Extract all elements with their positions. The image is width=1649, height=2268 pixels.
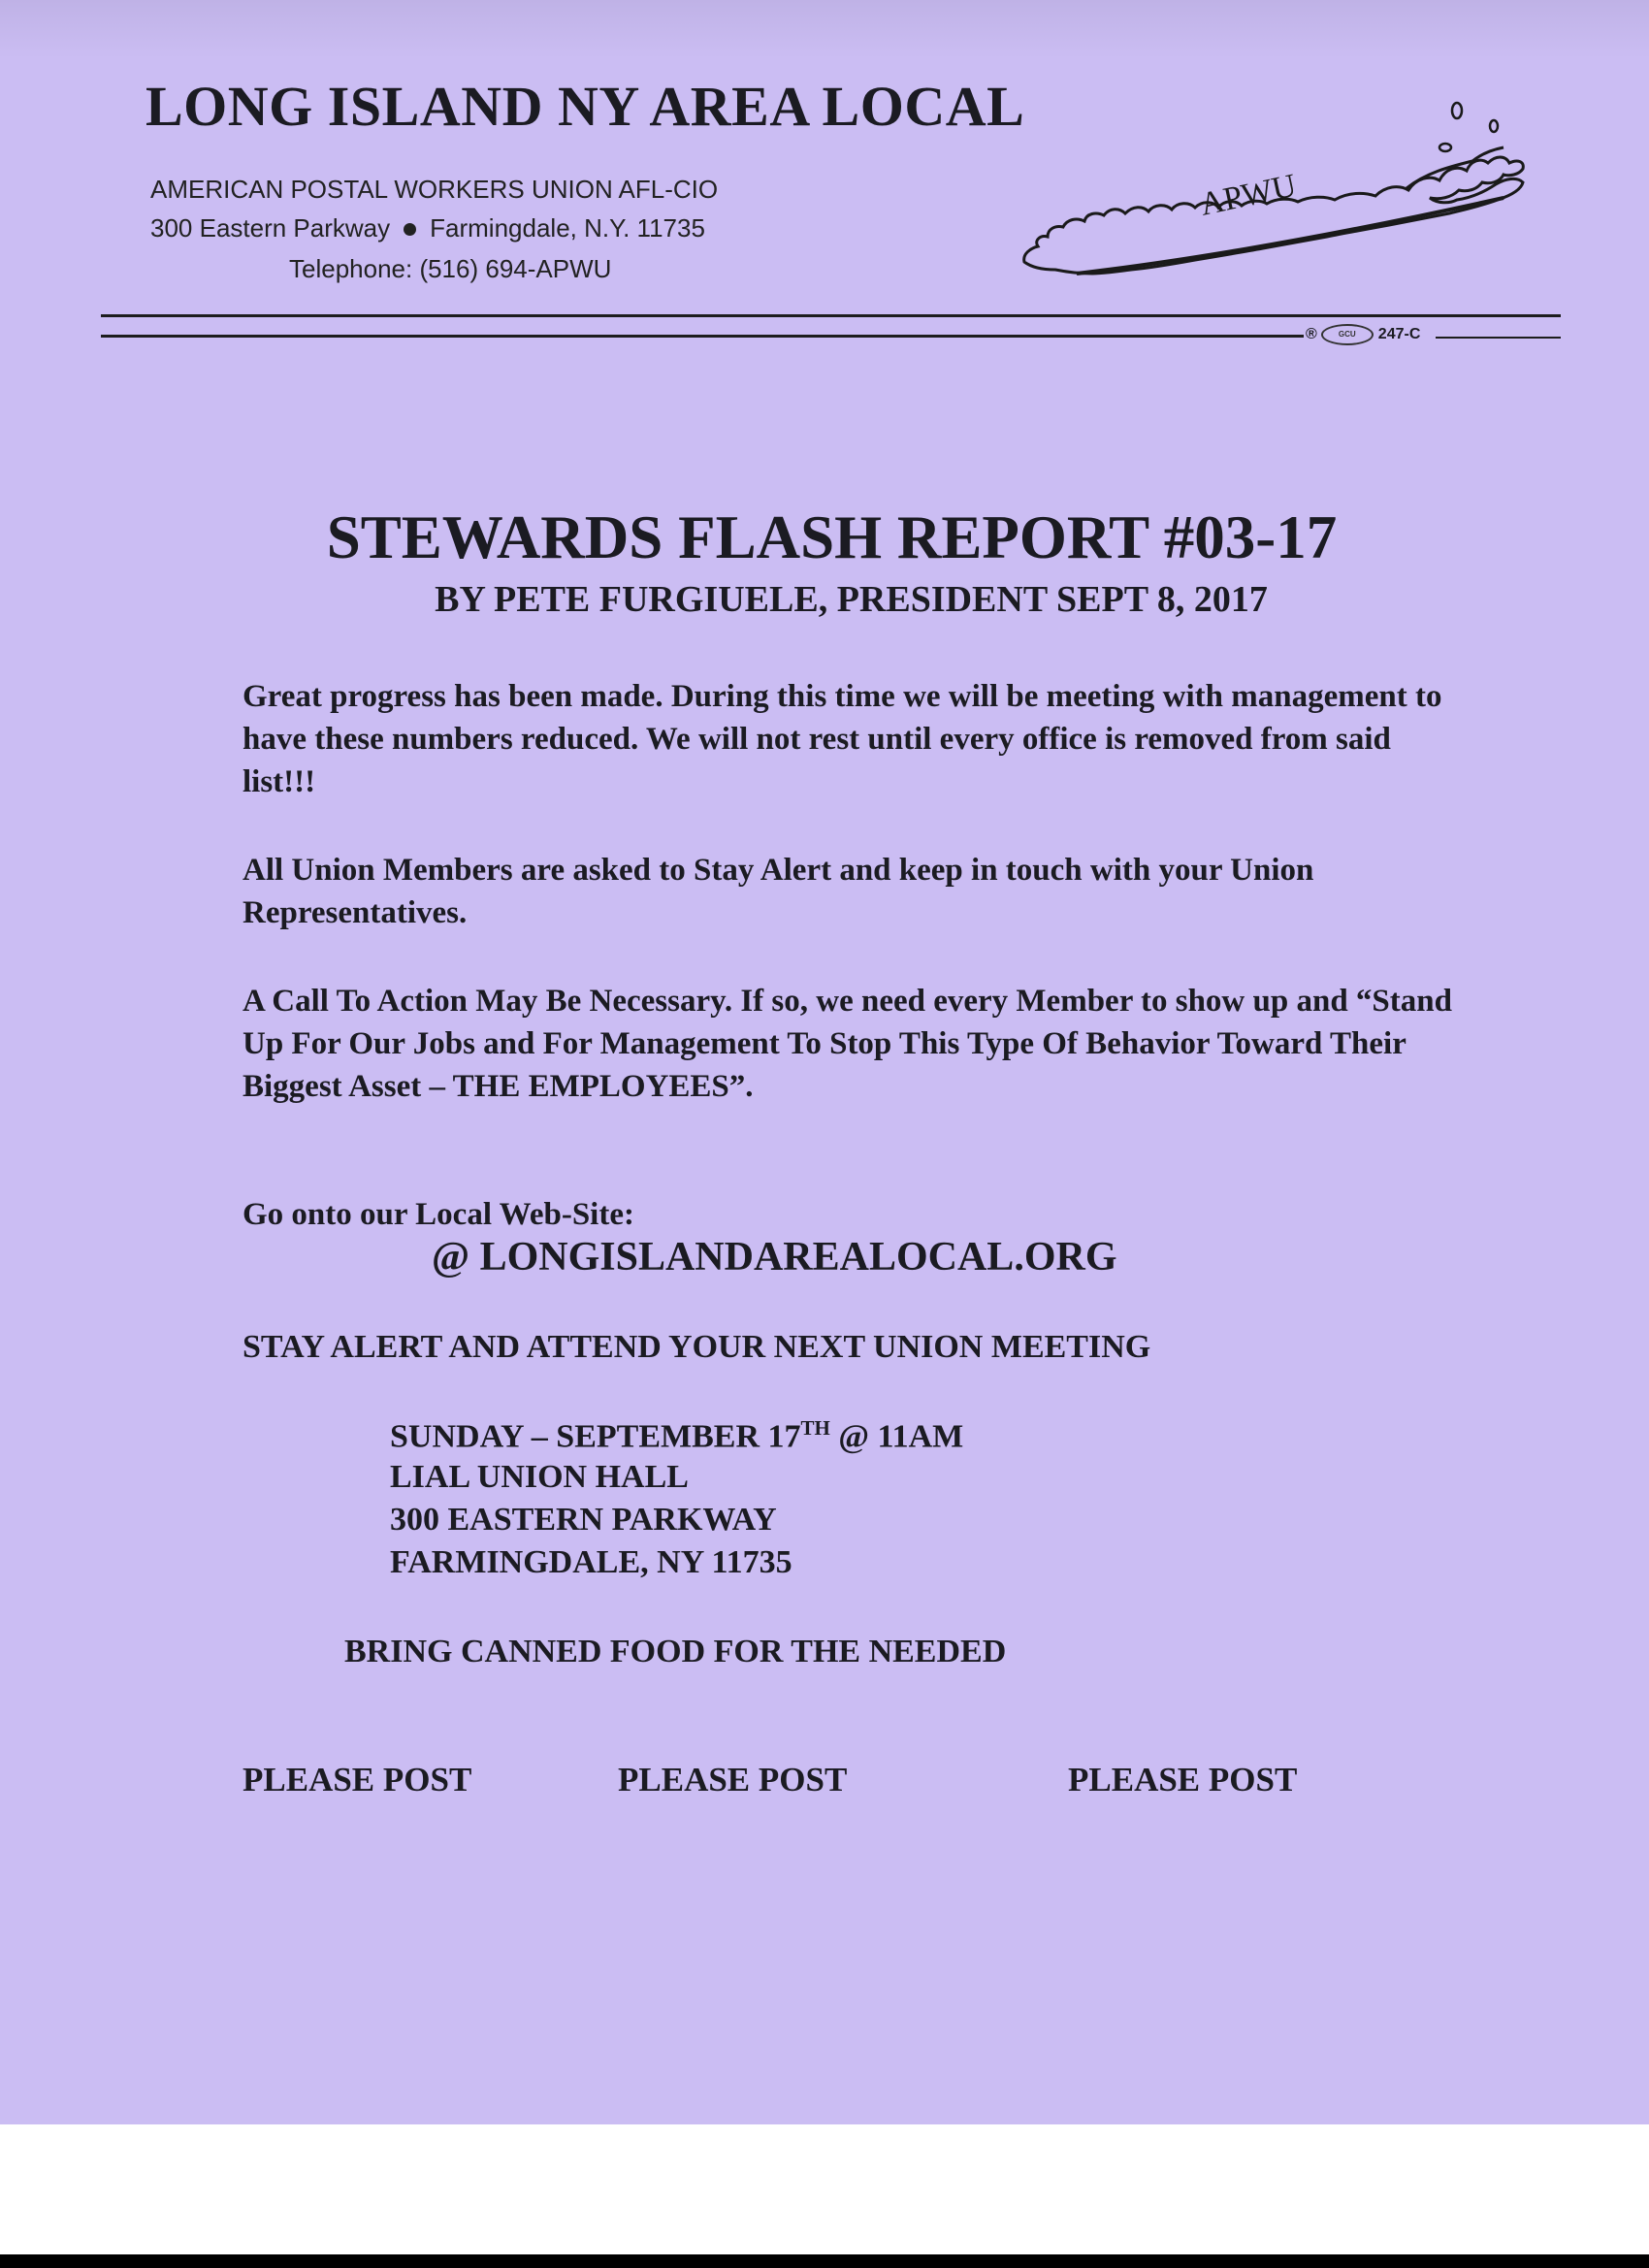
- letterhead-title: LONG ISLAND NY AREA LOCAL: [146, 75, 1025, 138]
- city-address: Farmingdale, N.Y. 11735: [430, 213, 705, 243]
- union-bug-mark: [1306, 324, 1420, 345]
- letterhead-rule: [1436, 337, 1561, 339]
- letterhead-rule: [101, 335, 1304, 338]
- street-address: 300 Eastern Parkway: [150, 213, 391, 243]
- meeting-date-day: SUNDAY – SEPTEMBER 17: [390, 1418, 801, 1455]
- meeting-time: @ 11AM: [829, 1418, 964, 1455]
- union-bug-oval: GCU: [1321, 324, 1374, 345]
- please-post-label: PLEASE POST: [1068, 1761, 1298, 1798]
- union-name: AMERICAN POSTAL WORKERS UNION AFL-CIO: [150, 175, 719, 204]
- please-post-label: PLEASE POST: [242, 1761, 472, 1798]
- letterhead-rule: [101, 314, 1561, 317]
- bullet-dot: [404, 223, 416, 236]
- body-paragraph: All Union Members are asked to Stay Alert and keep in touch with your Union Representatives.: [242, 853, 1314, 930]
- south-shore-line: [1077, 198, 1504, 274]
- address-line: [150, 213, 705, 243]
- website-intro: Go onto our Local Web-Site:: [242, 1197, 634, 1232]
- logo-text: APWU: [1196, 167, 1300, 223]
- meeting-date: [390, 1416, 963, 1455]
- meeting-place: LIAL UNION HALL: [390, 1459, 689, 1495]
- long-island-map-logo: [1018, 89, 1542, 283]
- registered-mark: ®: [1306, 326, 1317, 342]
- meeting-city: FARMINGDALE, NY 11735: [390, 1544, 792, 1580]
- report-byline: BY PETE FURGIUELE, PRESIDENT SEPT 8, 2017: [435, 579, 1268, 620]
- telephone: Telephone: (516) 694-APWU: [289, 254, 612, 283]
- website-url: @ LONGISLANDAREALOCAL.ORG: [432, 1235, 1117, 1280]
- union-bug-label: 247-C: [1377, 326, 1421, 342]
- body-paragraph: A Call To Action May Be Necessary. If so, we need every Member to show up and “Stand Up For Our Jobs and For Management To Stop This Type Of Behavior Toward Their Biggest Asset – THE EMPLOYEES”.: [242, 984, 1452, 1104]
- island-mark: [1439, 144, 1451, 151]
- body-paragraph: Great progress has been made. During this time we will be meeting with management to have these numbers reduced. We will not rest until every office is removed from said list!!!: [242, 679, 1442, 799]
- meeting-heading: STAY ALERT AND ATTEND YOUR NEXT UNION MEETING: [242, 1329, 1151, 1365]
- canned-food-notice: BRING CANNED FOOD FOR THE NEEDED: [344, 1634, 1007, 1669]
- please-post-label: PLEASE POST: [618, 1761, 848, 1798]
- report-title: STEWARDS FLASH REPORT #03-17: [326, 503, 1338, 571]
- meeting-date-ordinal: TH: [800, 1416, 830, 1440]
- island-mark: [1452, 103, 1462, 118]
- island-mark: [1490, 120, 1498, 132]
- meeting-street: 300 EASTERN PARKWAY: [390, 1502, 777, 1538]
- scan-edge: [0, 2254, 1649, 2268]
